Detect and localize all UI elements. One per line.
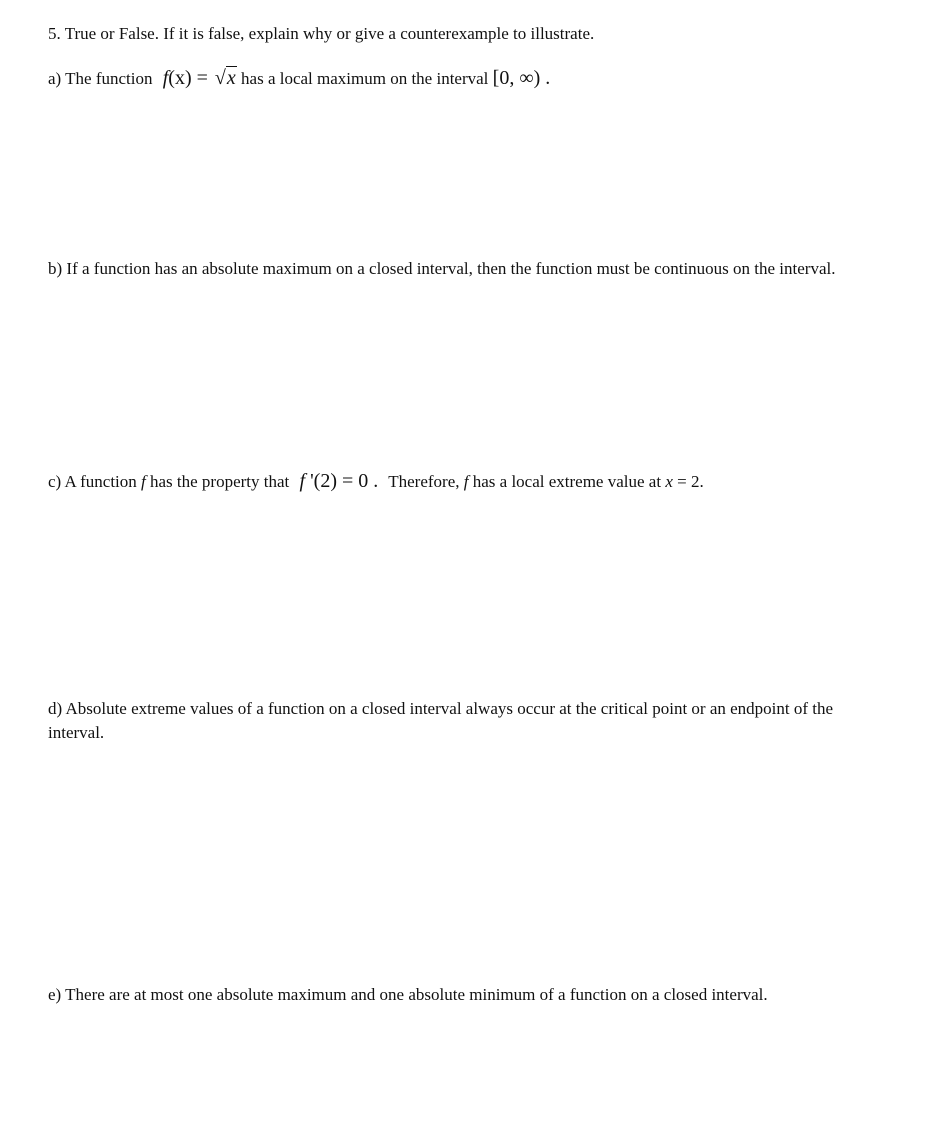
part-c-f2: f bbox=[463, 472, 469, 491]
part-b: b) If a function has an absolute maximum on a closed interval, then the function must be continuous on the interval. bbox=[48, 259, 836, 278]
part-d: d) Absolute extreme values of a function on a closed interval always occur at the critical point or an endpoint of the interval. bbox=[48, 699, 834, 742]
part-c-expr-f: f bbox=[299, 470, 306, 492]
part-c-end: = 2. bbox=[677, 472, 704, 491]
part-c-x: x bbox=[665, 472, 673, 491]
radical-sign: √ bbox=[214, 67, 226, 89]
part-a-function bbox=[163, 67, 237, 89]
sqrt-symbol bbox=[213, 66, 237, 90]
part-c-expression bbox=[300, 470, 379, 492]
part-a-f: f bbox=[162, 67, 169, 89]
part-e: e) There are at most one absolute maximum and one absolute minimum of a function on a closed interval. bbox=[48, 985, 768, 1004]
part-a-interval: [0, ∞) . bbox=[492, 67, 551, 89]
part-a-arg: (x) = bbox=[168, 67, 208, 89]
part-c-mid1: has the property that bbox=[150, 472, 290, 491]
part-a bbox=[48, 66, 550, 91]
part-a-middle: has a local maximum on the interval bbox=[241, 69, 489, 88]
part-c-f1: f bbox=[141, 472, 146, 491]
part-c-mid2: Therefore, bbox=[388, 472, 460, 491]
part-a-prefix: a) The function bbox=[48, 69, 153, 88]
part-c-expr-rest: '(2) = 0 . bbox=[305, 470, 379, 492]
question-header: 5. True or False. If it is false, explain why or give a counterexample to illustrate. bbox=[48, 24, 595, 43]
radicand: x bbox=[226, 67, 236, 89]
part-c-prefix: c) A function bbox=[48, 472, 137, 491]
part-c-mid3: has a local extreme value at bbox=[472, 472, 662, 491]
part-c bbox=[48, 469, 704, 494]
